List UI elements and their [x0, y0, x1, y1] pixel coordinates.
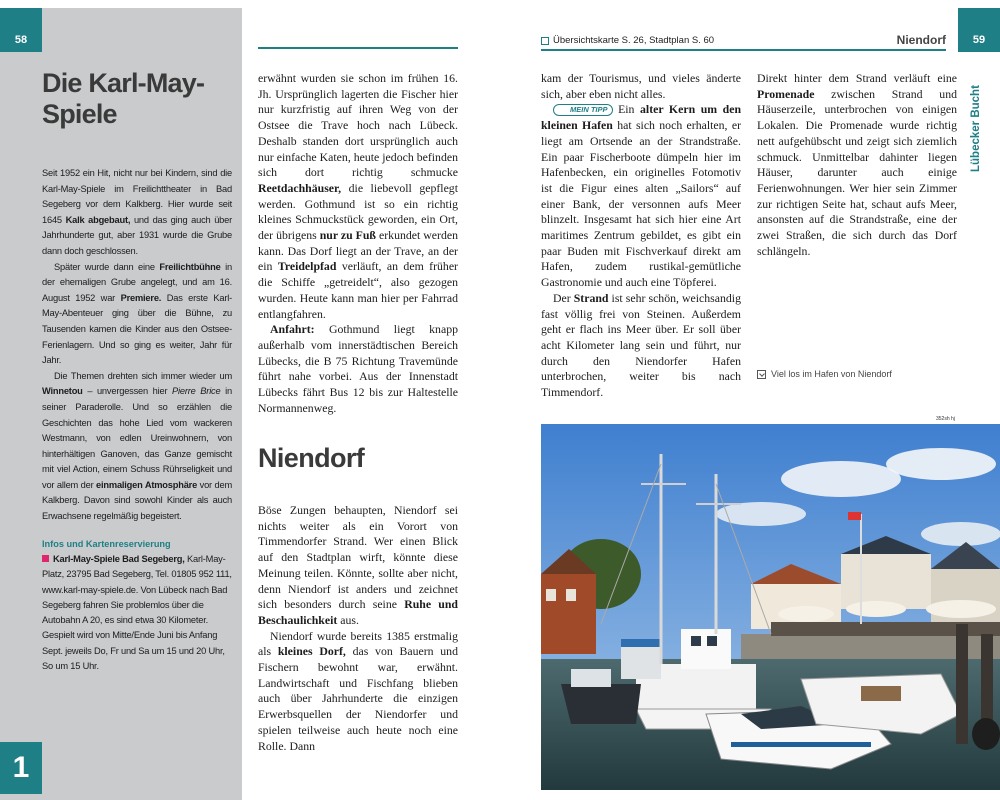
map-reference-text: Übersichtskarte S. 26, Stadtplan S. 60 — [553, 35, 715, 46]
paragraph: erwähnt wurden sie schon im frühen 16. Jh. Ursprünglich lagerten die Fischer hier nur kurzfristig auf ihren Weg von der Ostsee die Trave hoch nach Lübeck. Deshalb standen dort ursprünglich auch nur einfache Katen, heute jedoch befinden sich dort richtig schmucke Reetdachhäuser, die liebevoll gepflegt werden. Gothmund ist so ein richtig kleines Schmuckstück geworden, ein Ort, der übrigens nur zu Fuß erkundet werden kann. Das Dorf liegt an der Trave, an der ein Treidelpfad verläuft, an dem früher die Schiffe „getreidelt“, also gezogen wurden. Heute kann man hier per Fahrrad entlangfahren. — [258, 71, 459, 321]
paragraph: Später wurde dann eine Freilichtbühne in der ehemaligen Grube angelegt, und am 16. August 1952 war Premiere. Das erste Karl-May-Abenteuer ging über die Bühne, zu Tausenden kamen die Kinder aus den Ostsee-Ferienlagern. Und so ging es weiter, Jahr für Jahr. — [42, 261, 232, 366]
section-title: Niendorf — [258, 443, 365, 473]
running-head-title: Niendorf — [896, 33, 946, 47]
page-number-left: 58 — [0, 28, 42, 52]
side-tab — [958, 52, 1000, 182]
sidebar-info — [42, 552, 232, 674]
paragraph: Böse Zungen behaupten, Niendorf sei nichts weiter als ein Vorort von Timmendorfer Strand. Wer einen Blick auf den Stadtplan wirft, könnte diese Meinung teilen. Könnte, sollte aber nicht, denn Niendorf ist anders und zeichnet sich besonders durch seine Ruhe und Beschaulichkeit aus. — [258, 503, 458, 627]
column-a-text — [258, 71, 458, 416]
harbor-illustration — [541, 424, 1000, 790]
sidebar-info-text: Karl-May-Spiele Bad Segeberg, Karl-May-Platz, 23795 Bad Segeberg, Tel. 01805 952 111, www.karl-may-spiele.de. Von Lübeck nach Bad Segeberg fahren Sie problemlos über die Autobahn A 20, es sind etwa 30 Kilometer. Gespielt wird von Mitte/Ende Juni bis Anfang Sept. jeweils Do, Fr und Sa um 15 und 20 Uhr, So um 15 Uhr. — [42, 554, 232, 672]
sidebar-body — [42, 166, 232, 525]
chapter-number: 1 — [0, 742, 42, 794]
map-square-icon — [541, 37, 549, 45]
page-number-right: 59 — [958, 8, 1000, 52]
paragraph: Die Themen drehten sich immer wieder um Winnetou – unvergessen hier Pierre Brice in seiner Paraderolle. Und so erzählen die Geschichten das hohe Lied vom wackeren Westmann, von edlen Ureinwohnern, von hinterhältigen Ganoven, das Ganze gemischt mit viel Action, einem Schuss Rührseligkeit und vor allem der einmaligen Atmosphäre vor dem Kalkberg. Davon sind sowohl Kinder als auch Erwachsene regelmäßig begeistert. — [42, 370, 232, 522]
caption-arrow-icon — [757, 370, 766, 379]
paragraph: MEIN TIPP Ein alter Kern um den kleinen Hafen hat sich noch erhalten, er liegt am Ortsende an der Strandstraße. Ein paar Fischerboote dümpeln hier im Hafenbecken, ein originelles Fotomotiv ist die Figur eines alten „Sailors“ auf einer Bank, der versonnen aufs Meer blinzelt. Insgesamt hat sich hier eine Art maritimes Zentrum gebildet, es gibt ein paar Buden mit Fischverkauf direkt am Hafen, zudem rustikal-gemütliche Gastronomie und auch eine Töpferei. — [541, 102, 741, 290]
column-b-text — [258, 503, 458, 754]
page-number-tab-top — [0, 8, 42, 28]
photo-caption-text: Viel los im Hafen von Niendorf — [771, 369, 892, 379]
running-header — [541, 33, 946, 49]
side-tab-label: Lübecker Bucht — [970, 85, 982, 172]
paragraph: Der Strand ist sehr schön, weichsandig fast völlig frei von Steinen. Außerdem geht er flach ins Meer über. Er soll über acht Kilometer lang sein und führt, nur durch den Niendorfer Hafen unterbrochen, weiter bis nach Timmendorf. — [541, 290, 741, 400]
sidebar-title: Die Karl-May-Spiele — [42, 68, 205, 129]
harbor-photo — [541, 424, 1000, 790]
header-rule-right — [541, 49, 946, 51]
mein-tipp-badge: MEIN TIPP — [553, 104, 613, 116]
sidebar-info-heading: Infos und Kartenreservierung — [42, 539, 171, 549]
paragraph: Anfahrt: Gothmund liegt knapp außerhalb vom innerstädtischen Bereich Lübecks, die B 75 Richtung Travemünde führt nahe vorbei. Aus der Innenstadt Lübecks fährt Bus 12 bis zur Haltestelle Normannenweg. — [258, 322, 458, 415]
column-d-text — [757, 71, 957, 259]
column-c-text — [541, 71, 741, 401]
paragraph: Direkt hinter dem Strand verläuft eine Promenade zwischen Strand und Häuserzeile, unterbrochen von einigen Lokalen. Die Promenade wurde richtig nett aufgehübscht und zeigt sich ziemlich schmuck. Unmittelbar dahinter liegen Häuser, darunter auch einige Ferienwohnungen. Wer hier sein Zimmer zur richtigen Seite hat, schaut aufs Meer, ansonsten auf die Strandstraße, eine der zwei Straßen, die sich durch das Dorf schlängeln. — [757, 71, 957, 258]
bullet-square-icon — [42, 555, 49, 562]
header-rule-left — [258, 47, 458, 49]
paragraph: Seit 1952 ein Hit, nicht nur bei Kindern, sind die Karl-May-Spiele im Freilichttheater in Bad Segeberg vor dem Kalkberg. Hier wurde seit 1645 Kalk abgebaut, und das ging auch über Jahrhunderte gut, aber 1931 wurde die Grube dann doch geschlossen. — [42, 168, 233, 256]
paragraph: kam der Tourismus, und vieles änderte sich, aber eben nicht alles. — [541, 71, 741, 101]
map-reference — [541, 35, 714, 46]
photo-caption — [757, 369, 892, 379]
photo-credit: 352sh hj — [936, 416, 955, 422]
paragraph: Niendorf wurde bereits 1385 erstmalig als kleines Dorf, das von Bauern und Fischern bewohnt war, erwähnt. Landwirtschaft und Fischfang blieben auch über Jahrhunderte die einzigen Erwerbsquellen der Niendorfer und spielen teilweise auch heute noch eine Rolle. Dann — [258, 628, 458, 753]
